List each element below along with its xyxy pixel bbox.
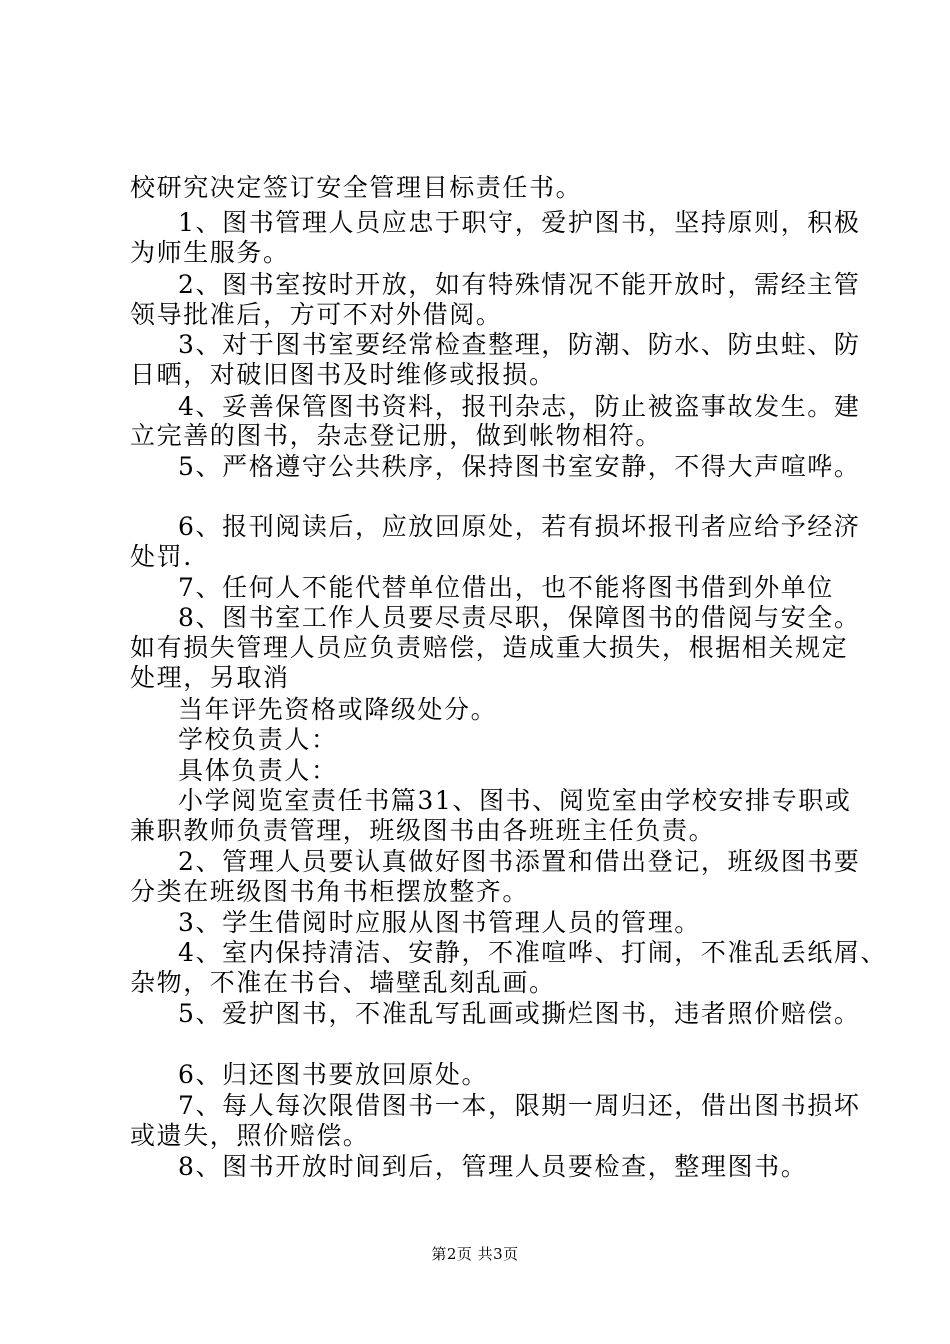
body-line: 2、管理人员要认真做好图书添置和借出登记，班级图书要 — [178, 847, 861, 876]
body-line: 兼职教师负责管理，班级图书由各班班主任负责。 — [130, 816, 716, 845]
body-line: 3、学生借阅时应服从图书管理人员的管理。 — [178, 908, 701, 937]
body-line: 立完善的图书，杂志登记册，做到帐物相符。 — [130, 421, 663, 450]
body-line: 8、图书室工作人员要尽责尽职，保障图书的借阅与安全。 — [178, 603, 861, 632]
body-line: 7、任何人不能代替单位借出，也不能将图书借到外单位 — [178, 573, 834, 602]
body-line: 日晒，对破旧图书及时维修或报损。 — [130, 360, 556, 389]
body-line: 学校负责人： — [178, 725, 338, 754]
body-line: 4、妥善保管图书资料，报刊杂志，防止被盗事故发生。建 — [178, 392, 861, 421]
body-line: 3、对于图书室要经常检查整理，防潮、防水、防虫蛀、防 — [178, 330, 861, 359]
body-line: 7、每人每次限借图书一本，限期一周归还，借出图书损坏 — [178, 1091, 861, 1120]
body-line: 1、图书管理人员应忠于职守，爱护图书，坚持原则，积极 — [178, 208, 861, 237]
body-line: 分类在班级图书角书柜摆放整齐。 — [130, 877, 530, 906]
body-line: 6、归还图书要放回原处。 — [178, 1060, 489, 1089]
body-line: 6、报刊阅读后，应放回原处，若有损坏报刊者应给予经济 — [178, 512, 861, 541]
body-line: 具体负责人： — [178, 756, 338, 785]
body-line: 如有损失管理人员应负责赔偿，造成重大损失，根据相关规定 — [130, 633, 849, 662]
body-line: 或遗失，照价赔偿。 — [130, 1121, 370, 1150]
body-line: 8、图书开放时间到后，管理人员要检查，整理图书。 — [178, 1152, 808, 1181]
body-line: 校研究决定签订安全管理目标责任书。 — [130, 173, 583, 202]
page-number: 第2页 共3页 — [431, 1245, 519, 1263]
body-line: 为师生服务。 — [130, 238, 290, 267]
body-line: 小学阅览室责任书篇31、图书、阅览室由学校安排专职或 — [178, 786, 852, 815]
body-line: 处罚. — [130, 542, 193, 571]
body-line: 当年评先资格或降级处分。 — [178, 695, 498, 724]
body-line: 2、图书室按时开放，如有特殊情况不能开放时，需经主管 — [178, 270, 861, 299]
body-line: 领导批准后，方可不对外借阅。 — [130, 300, 503, 329]
body-line: 4、室内保持清洁、安静，不准喧哗、打闹，不准乱丢纸屑、 — [178, 938, 888, 967]
body-line: 杂物，不准在书台、墙壁乱刻乱画。 — [130, 968, 556, 997]
body-line: 5、爱护图书，不准乱写乱画或撕烂图书，违者照价赔偿。 — [178, 999, 861, 1028]
body-line: 5、严格遵守公共秩序，保持图书室安静，不得大声喧哗。 — [178, 452, 861, 481]
body-line: 处理，另取消 — [130, 663, 290, 692]
